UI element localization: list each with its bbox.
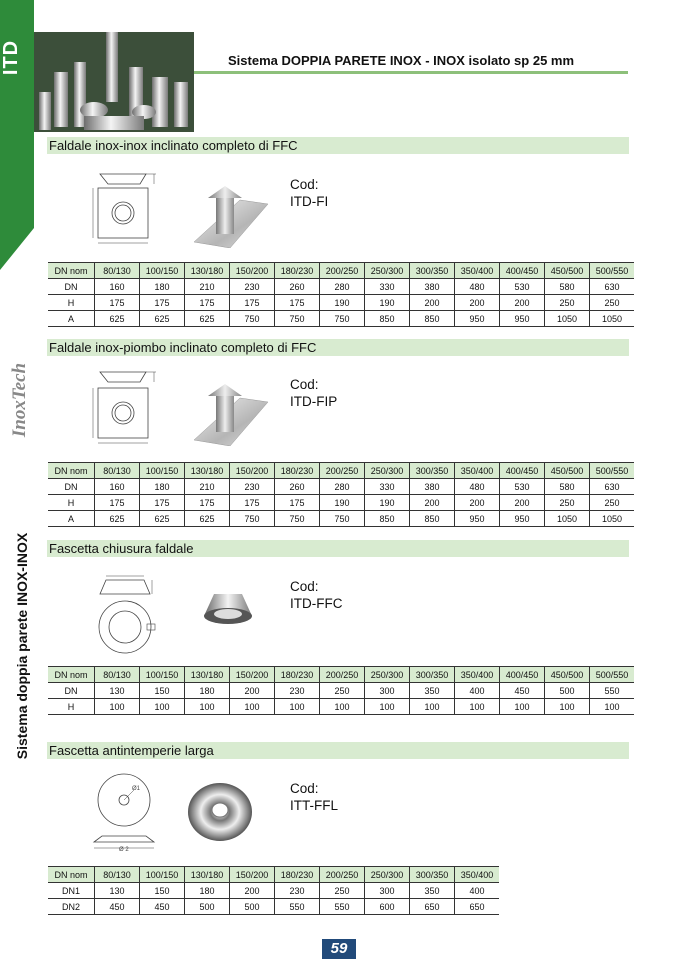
table-cell: 175	[140, 495, 185, 511]
table-cell: 100	[140, 699, 185, 715]
table-header-cell: 80/130	[95, 263, 140, 279]
table-header-cell: DN nom	[48, 463, 95, 479]
table-header-cell: 450/500	[545, 463, 590, 479]
table-cell: 250	[545, 295, 590, 311]
table-cell: 750	[320, 511, 365, 527]
table-header-cell: 130/180	[185, 463, 230, 479]
table-cell: 175	[275, 495, 320, 511]
table-cell: 850	[365, 311, 410, 327]
table-cell: 500	[230, 899, 275, 915]
table-cell: 200	[230, 683, 275, 699]
table-cell: 950	[455, 511, 500, 527]
section-title-bar: Faldale inox-inox inclinato completo di FFC	[47, 137, 629, 154]
table-cell: 230	[275, 883, 320, 899]
table-cell: 180	[185, 883, 230, 899]
table-cell: 160	[95, 479, 140, 495]
table-cell: 625	[140, 311, 185, 327]
table-header-cell: 500/550	[590, 463, 635, 479]
table-cell: 300	[365, 883, 410, 899]
brand-logo: InoxTech	[9, 362, 30, 438]
table-cell: 130	[95, 883, 140, 899]
table-cell: 530	[500, 279, 545, 295]
product-photo	[186, 780, 254, 844]
table-header-cell: 80/130	[95, 463, 140, 479]
dimension-table	[48, 262, 634, 327]
table-cell: 200	[455, 495, 500, 511]
table-header-cell: 500/550	[590, 667, 635, 683]
table-header-cell: DN nom	[48, 867, 95, 883]
table-header-cell: 200/250	[320, 263, 365, 279]
table-cell: 250	[320, 883, 365, 899]
product-code: Cod: ITD-FFC	[290, 579, 343, 611]
table-cell: 210	[185, 479, 230, 495]
table-cell: 1050	[545, 311, 590, 327]
table-header-cell: 300/350	[410, 263, 455, 279]
table-cell: 100	[320, 699, 365, 715]
table-cell: 550	[590, 683, 635, 699]
table-header-cell: 450/500	[545, 667, 590, 683]
table-cell: 1050	[590, 511, 635, 527]
row-label: DN1	[48, 883, 95, 899]
row-label: DN	[48, 683, 95, 699]
table-cell: 400	[455, 683, 500, 699]
table-header-cell: 350/400	[455, 463, 500, 479]
table-cell: 175	[140, 295, 185, 311]
table-header-cell: 300/350	[410, 667, 455, 683]
table-row	[48, 279, 634, 295]
table-cell: 100	[545, 699, 590, 715]
table-header-cell: 100/150	[140, 867, 185, 883]
table-cell: 500	[545, 683, 590, 699]
table-header-cell: 150/200	[230, 867, 275, 883]
table-cell: 330	[365, 479, 410, 495]
product-code: Cod: ITD-FI	[290, 177, 329, 209]
product-code: Cod: ITD-FIP	[290, 377, 338, 409]
side-section-label: Sistema doppia parete INOX-INOX	[14, 532, 30, 760]
table-cell: 950	[500, 511, 545, 527]
table-header-cell: 130/180	[185, 867, 230, 883]
table-cell: 130	[95, 683, 140, 699]
table-cell: 150	[140, 883, 185, 899]
page-title: Sistema DOPPIA PARETE INOX - INOX isolato sp 25 mm	[228, 53, 575, 68]
table-cell: 250	[590, 295, 635, 311]
table-header-cell: 250/300	[365, 667, 410, 683]
row-label: DN2	[48, 899, 95, 915]
table-cell: 850	[365, 511, 410, 527]
table-header-cell: 80/130	[95, 867, 140, 883]
table-header-cell: 100/150	[140, 667, 185, 683]
dimension-table	[48, 462, 634, 527]
row-label: H	[48, 495, 95, 511]
table-cell: 580	[545, 279, 590, 295]
table-cell: 300	[365, 683, 410, 699]
table-header-cell: 180/230	[275, 867, 320, 883]
table-cell: 350	[410, 683, 455, 699]
table-row	[48, 899, 499, 915]
table-cell: 330	[365, 279, 410, 295]
table-cell: 950	[500, 311, 545, 327]
product-photo	[190, 380, 270, 446]
table-header-cell: 150/200	[230, 263, 275, 279]
drawing-label: Ø 2	[119, 847, 129, 853]
table-header-cell: 150/200	[230, 667, 275, 683]
table-header-cell: 100/150	[140, 463, 185, 479]
table-cell: 350	[410, 883, 455, 899]
table-cell: 150	[140, 683, 185, 699]
table-header-cell: 200/250	[320, 667, 365, 683]
table-header-cell: 500/550	[590, 263, 635, 279]
table-header-cell: 180/230	[275, 667, 320, 683]
table-cell: 625	[185, 311, 230, 327]
technical-drawing	[86, 770, 166, 854]
table-header-cell: 350/400	[455, 263, 500, 279]
technical-drawing	[88, 170, 160, 248]
table-cell: 200	[455, 295, 500, 311]
table-cell: 480	[455, 479, 500, 495]
table-header-cell: 200/250	[320, 463, 365, 479]
table-cell: 250	[545, 495, 590, 511]
section-title-bar: Fascetta antintemperie larga	[47, 742, 629, 759]
table-cell: 625	[95, 511, 140, 527]
dimension-table	[48, 866, 499, 915]
table-cell: 250	[320, 683, 365, 699]
product-code: Cod: ITT-FFL	[290, 781, 338, 813]
section-title-bar: Faldale inox-piombo inclinato completo di FFC	[47, 339, 629, 356]
table-header-cell: 250/300	[365, 263, 410, 279]
table-header-cell: 250/300	[365, 867, 410, 883]
table-cell: 175	[95, 295, 140, 311]
table-cell: 280	[320, 279, 365, 295]
table-cell: 850	[410, 511, 455, 527]
table-cell: 260	[275, 279, 320, 295]
table-cell: 100	[95, 699, 140, 715]
table-cell: 200	[500, 295, 545, 311]
table-header-cell: 300/350	[410, 463, 455, 479]
table-cell: 550	[320, 899, 365, 915]
table-header-cell: 180/230	[275, 263, 320, 279]
technical-drawing	[88, 368, 160, 446]
header-divider	[194, 71, 628, 74]
table-cell: 1050	[590, 311, 635, 327]
table-header-cell: 250/300	[365, 463, 410, 479]
table-cell: 175	[275, 295, 320, 311]
table-header-cell: DN nom	[48, 667, 95, 683]
table-cell: 190	[365, 295, 410, 311]
table-cell: 200	[500, 495, 545, 511]
table-cell: 950	[455, 311, 500, 327]
chapter-tab-label: ITD	[0, 39, 23, 76]
table-cell: 160	[95, 279, 140, 295]
table-row	[48, 699, 634, 715]
table-cell: 625	[95, 311, 140, 327]
row-label: H	[48, 295, 95, 311]
table-header-cell: 400/450	[500, 667, 545, 683]
product-photo	[200, 588, 256, 630]
table-cell: 180	[140, 479, 185, 495]
table-header-cell: 150/200	[230, 463, 275, 479]
table-cell: 450	[140, 899, 185, 915]
table-cell: 750	[230, 311, 275, 327]
table-cell: 230	[230, 479, 275, 495]
table-cell: 210	[185, 279, 230, 295]
table-cell: 190	[365, 495, 410, 511]
table-row	[48, 479, 634, 495]
dimension-table	[48, 666, 634, 715]
page-number: 59	[322, 939, 356, 959]
table-cell: 100	[410, 699, 455, 715]
table-cell: 175	[185, 295, 230, 311]
table-cell: 500	[185, 899, 230, 915]
section-title-bar: Fascetta chiusura faldale	[47, 540, 629, 557]
table-cell: 580	[545, 479, 590, 495]
table-cell: 380	[410, 279, 455, 295]
table-cell: 400	[455, 883, 500, 899]
table-cell: 280	[320, 479, 365, 495]
table-cell: 230	[230, 279, 275, 295]
technical-drawing	[90, 570, 160, 654]
table-header-cell: 350/400	[455, 667, 500, 683]
table-cell: 260	[275, 479, 320, 495]
product-photo	[190, 182, 270, 248]
table-header-cell: 80/130	[95, 667, 140, 683]
table-cell: 190	[320, 295, 365, 311]
table-header-cell: 400/450	[500, 463, 545, 479]
table-cell: 850	[410, 311, 455, 327]
table-cell: 625	[185, 511, 230, 527]
table-cell: 100	[365, 699, 410, 715]
table-cell: 100	[455, 699, 500, 715]
table-cell: 380	[410, 479, 455, 495]
table-row	[48, 883, 499, 899]
table-cell: 750	[320, 311, 365, 327]
table-cell: 200	[410, 295, 455, 311]
row-label: DN	[48, 479, 95, 495]
table-cell: 100	[500, 699, 545, 715]
row-label: DN	[48, 279, 95, 295]
table-cell: 175	[185, 495, 230, 511]
table-cell: 175	[230, 495, 275, 511]
table-cell: 1050	[545, 511, 590, 527]
table-cell: 250	[590, 495, 635, 511]
table-cell: 190	[320, 495, 365, 511]
row-label: A	[48, 511, 95, 527]
table-cell: 230	[275, 683, 320, 699]
table-cell: 180	[140, 279, 185, 295]
table-header-cell: 200/250	[320, 867, 365, 883]
table-cell: 625	[140, 511, 185, 527]
table-cell: 530	[500, 479, 545, 495]
table-row	[48, 683, 634, 699]
table-cell: 450	[95, 899, 140, 915]
table-cell: 630	[590, 479, 635, 495]
table-cell: 480	[455, 279, 500, 295]
table-cell: 175	[230, 295, 275, 311]
table-row	[48, 511, 634, 527]
table-header-cell: 450/500	[545, 263, 590, 279]
table-header-cell: DN nom	[48, 263, 95, 279]
header-product-photo	[34, 32, 194, 132]
table-cell: 200	[230, 883, 275, 899]
table-cell: 100	[275, 699, 320, 715]
table-header-cell: 130/180	[185, 263, 230, 279]
table-cell: 200	[410, 495, 455, 511]
row-label: A	[48, 311, 95, 327]
row-label: H	[48, 699, 95, 715]
table-header-cell: 180/230	[275, 463, 320, 479]
table-header-cell: 400/450	[500, 263, 545, 279]
table-cell: 650	[455, 899, 500, 915]
table-header-cell: 100/150	[140, 263, 185, 279]
table-row	[48, 495, 634, 511]
table-cell: 100	[590, 699, 635, 715]
table-cell: 600	[365, 899, 410, 915]
table-cell: 450	[500, 683, 545, 699]
table-row	[48, 311, 634, 327]
table-cell: 180	[185, 683, 230, 699]
table-cell: 650	[410, 899, 455, 915]
table-cell: 100	[185, 699, 230, 715]
table-cell: 100	[230, 699, 275, 715]
table-header-cell: 130/180	[185, 667, 230, 683]
table-cell: 630	[590, 279, 635, 295]
table-cell: 750	[275, 311, 320, 327]
table-cell: 750	[230, 511, 275, 527]
table-header-cell: 300/350	[410, 867, 455, 883]
table-cell: 750	[275, 511, 320, 527]
table-cell: 175	[95, 495, 140, 511]
table-row	[48, 295, 634, 311]
drawing-label: Ø1	[132, 786, 141, 792]
table-header-cell: 350/400	[455, 867, 500, 883]
table-cell: 550	[275, 899, 320, 915]
